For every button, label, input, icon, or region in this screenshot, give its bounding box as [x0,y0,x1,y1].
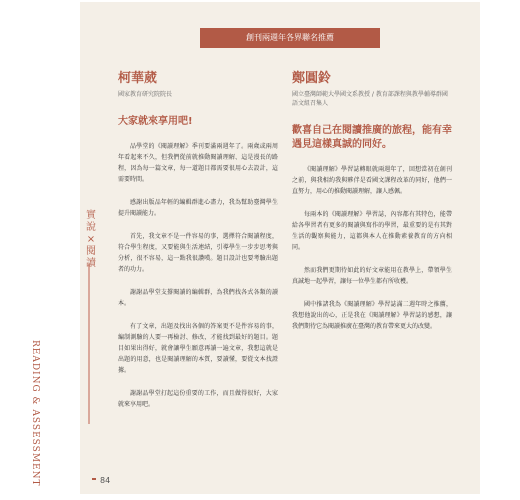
page-number-marker [92,478,96,480]
section-label-cn [84,210,98,270]
right-column [292,70,452,332]
page-header [200,28,380,48]
author-title: 國家教育研究院院長 [118,91,173,98]
paragraph: 謝謝品學堂支撐閱讀的編輯群，為我們找各式各類的讀本。 [118,289,278,307]
recommendation-headline: 歡喜自己在閱讀推廣的旅程，能有幸遇見這樣真誠的同好。 [292,125,452,150]
paragraph: 品學堂的《閱讀理解》季刊要滿兩週年了。兩歲或兩周年看起來不久，但我們從前就推動閱讀理解、這是漫長的路程，因為每一篇文章，每一道題目都需要很用心去設計，這需要時間。 [118,143,278,183]
left-column [118,70,278,410]
section-label-en: READING & ASSESSMENT [30,340,40,487]
paragraph: 然而我們更期待如此的好文章能用在教學上，帶領學生真誠地一起學習，讓每一位學生都有所收穫。 [292,267,452,285]
author-title: 國立臺灣師範大學國文系教授 / 教育部課程與教學輔導群國語文組召集人 [292,91,448,107]
section-char: 閱 [86,246,96,257]
page-number: 84 [100,476,111,485]
section-char: 讀 [86,258,96,269]
paragraph: 《閱讀理解》學習誌轉眼就兩週年了，回想當初在創刊之前，與我相約我與夥伴是看國文課程改革的同好，他們一直努力，用心的推動閱讀理解，讓人感佩。 [292,166,452,195]
paragraph: 國中推諸我為《閱讀理解》學習誌滿二週年時之推薦，我想他說出的心，正是我在《閱讀理解》學習誌的感想，讓我們期待它為閱讀推廣在臺灣的教育帶來更大的改變。 [292,301,452,330]
header-title: 創刊兩週年各界聯名推薦 [246,33,334,42]
paragraph: 有了文章，出題及找出各個的答案更不是件容易的事，編制測驗的人要一再檢討、修改，才能找到最好的題目。題目如果出得好，就會讓學生願意再讀一遍文章，我想這就是出題的用意，也是閱讀理解的本質，要讀懂，要從文本找證據。 [118,323,278,374]
section-char: 實 [86,210,96,221]
author-name: 柯華葳 [118,71,158,86]
paragraph: 每兩本的《閱讀理解》學習誌，內容都有其特色，能帶給各學習者有更多的閱讀與寫作的學習，最重要的是有其對生活的觀察與能力，這都與本人在推動素養教育的方向相同。 [292,211,452,251]
paragraph: 首先，我文章不是一件容易的事，選擇符合閱讀程度，符合學生程度，又要能與生活連結，引導學生一步步思考與分析，很不容易，這一點我很讚嘆。題目設計也要考驗出題者的功力。 [118,233,278,273]
side-divider [88,264,90,424]
author-name: 鄭圓鈴 [292,71,332,86]
recommendation-headline: 大家就來享用吧! [118,116,193,127]
section-char: 說 [86,222,96,233]
paragraph: 謝謝品學堂打起這份重要的工作，而且做得很好，大家就來享用吧。 [118,390,278,408]
paragraph: 感謝出版品年輕的編輯群進心盡力，我為幫助臺灣學生提升閱讀能力。 [118,199,278,217]
section-char: × [86,234,96,245]
